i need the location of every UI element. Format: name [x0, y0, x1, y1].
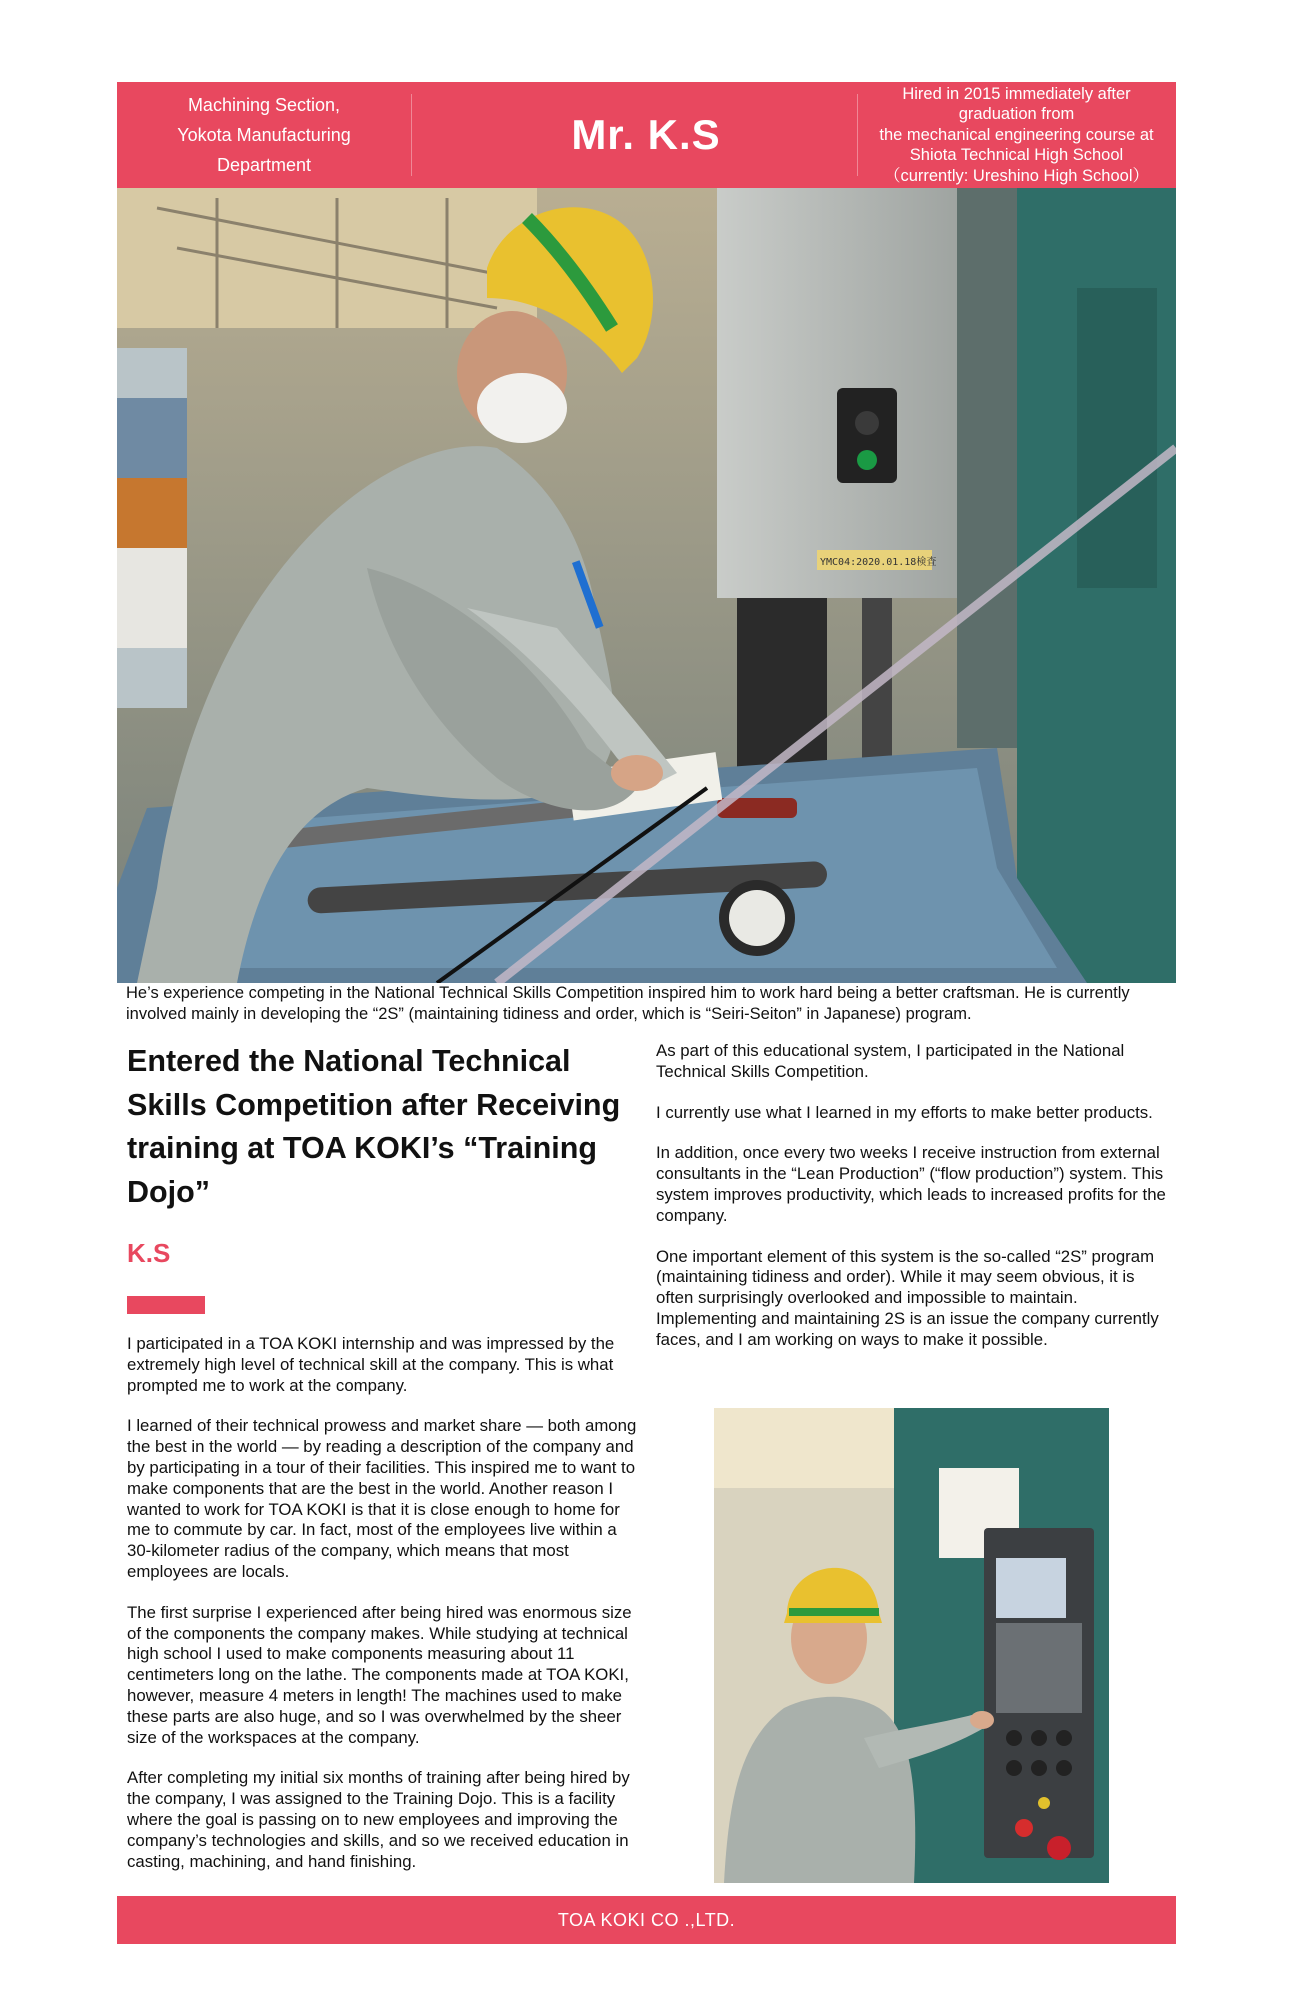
article-body-left — [127, 1334, 645, 1892]
main-photo-worker-at-machine — [117, 188, 1176, 983]
article-byline: K.S — [127, 1238, 171, 1268]
header-band — [117, 82, 1176, 188]
employee-name: Mr. K.S — [571, 111, 721, 158]
paragraph: I currently use what I learned in my efforts to make better products. — [656, 1102, 1153, 1122]
paragraph: In addition, once every two weeks I receive instruction from external consultants in the “Lean Production” (“flow production”) system. This system improves productivity, which leads to increased profits for the company. — [656, 1143, 1166, 1225]
machine-sticker-text: YMC04:2020.01.18検査 — [820, 557, 937, 568]
department-label: Machining Section, Yokota Manufacturing Department — [177, 95, 351, 175]
article-body-right — [656, 1041, 1176, 1371]
paragraph: As part of this educational system, I participated in the National Technical Skills Competition. — [656, 1041, 1125, 1081]
paragraph: One important element of this system is the so-called “2S” program (maintaining tidiness and order). While it may seem obvious, it is often surprisingly overlooked and impossible to maintain. Implementing and maintaining 2S is an issue the company currently faces, and I am working on ways to make it possible. — [656, 1246, 1159, 1349]
paragraph: The first surprise I experienced after being hired was enormous size of the components the company makes. While studying at technical high school I used to make components measuring about 11 centimeters long on the lathe. The components made at TOA KOKI, however, measure 4 meters in length! The machines used to make these parts are also huge, and so I was overwhelmed by the sheer size of the workspaces at the company. — [127, 1602, 632, 1747]
accent-bar — [127, 1296, 205, 1314]
paragraph: After completing my initial six months of training after being hired by the company, I was assigned to the Training Dojo. This is a facility where the goal is passing on to new employees and improving the company’s technologies and skills, and so we received education in casting, machining, and hand finishing. — [127, 1768, 630, 1871]
footer-company: TOA KOKI CO .,LTD. — [117, 1896, 1176, 1944]
photo-worker-at-control-panel — [714, 1408, 1109, 1883]
photo-caption: He’s experience competing in the National Technical Skills Competition inspired him to work hard being a better craftsman. He is currently involved mainly in developing the “2S” (maintaining tidiness and order, which is “Seiri-Seiton” in Japanese) program. — [126, 984, 1130, 1023]
hire-info: Hired in 2015 immediately after graduation from the mechanical engineering course at Shiota Technical High School （currently: Ureshino High School） — [879, 84, 1154, 185]
paragraph: I participated in a TOA KOKI internship and was impressed by the extremely high level of technical skill at the company. This is what prompted me to work at the company. — [127, 1334, 615, 1395]
article-headline: Entered the National Technical Skills Competition after Receiving training at TOA KOKI’s “Training Dojo” — [127, 1044, 621, 1209]
paragraph: I learned of their technical prowess and market share — both among the best in the world — by reading a description of the company and by participating in a tour of their facilities. This inspired me to want to make components that are the best in the world. Another reason I wanted to work for TOA KOKI is that it is close enough to home for me to commute by car. In fact, most of the employees live within a 30-kilometer radius of the company, which means that most employees are locals. — [127, 1416, 637, 1581]
